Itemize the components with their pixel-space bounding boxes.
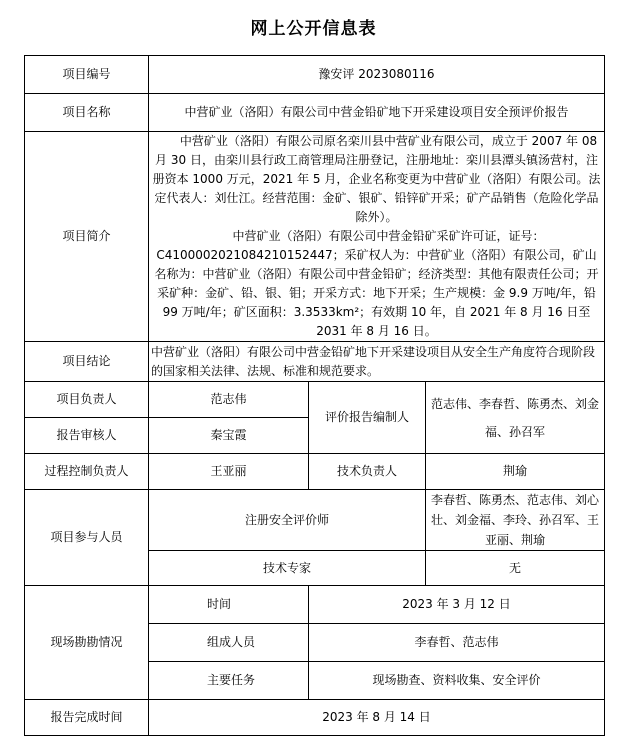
tech-expert-value: 无 — [426, 551, 605, 586]
project-conclusion-value: 中营矿业（洛阳）有限公司中营金铅矿地下开采建设项目从安全生产角度符合现阶段的国家相关法律、法规、标准和规范要求。 — [149, 342, 605, 382]
project-no-value: 豫安评 2023080116 — [149, 56, 605, 94]
row-project-conclusion — [25, 342, 605, 382]
site-members-label: 组成人员 — [149, 624, 309, 662]
participants-label: 项目参与人员 — [25, 490, 149, 586]
report-reviewer-value: 秦宝霞 — [149, 418, 309, 454]
info-table — [24, 55, 605, 736]
row-participants-registered — [25, 490, 605, 551]
process-control-value: 王亚丽 — [149, 454, 309, 490]
row-process-control — [25, 454, 605, 490]
project-intro-label: 项目简介 — [25, 132, 149, 342]
report-reviewer-label: 报告审核人 — [25, 418, 149, 454]
site-time-value: 2023 年 3 月 12 日 — [309, 586, 605, 624]
row-project-no — [25, 56, 605, 94]
tech-expert-label: 技术专家 — [149, 551, 426, 586]
row-project-leader — [25, 382, 605, 418]
process-control-label: 过程控制负责人 — [25, 454, 149, 490]
registered-evaluator-label: 注册安全评价师 — [149, 490, 426, 551]
project-intro-text — [149, 132, 605, 342]
report-compilers-value: 范志伟、李春哲、陈勇杰、刘金福、孙召军 — [426, 382, 605, 454]
project-leader-label: 项目负责人 — [25, 382, 149, 418]
tech-lead-label: 技术负责人 — [309, 454, 426, 490]
site-tasks-label: 主要任务 — [149, 662, 309, 700]
project-conclusion-label: 项目结论 — [25, 342, 149, 382]
report-compilers-label: 评价报告编制人 — [309, 382, 426, 454]
project-no-label: 项目编号 — [25, 56, 149, 94]
project-name-label: 项目名称 — [25, 94, 149, 132]
site-members-value: 李春哲、范志伟 — [309, 624, 605, 662]
tech-lead-value: 荆瑜 — [426, 454, 605, 490]
row-project-name — [25, 94, 605, 132]
page-title: 网上公开信息表 — [250, 19, 377, 39]
completion-label: 报告完成时间 — [25, 700, 149, 736]
completion-value: 2023 年 8 月 14 日 — [149, 700, 605, 736]
registered-evaluator-value: 李春哲、陈勇杰、范志伟、刘心壮、刘金福、李玲、孙召军、王亚丽、荆瑜 — [426, 490, 605, 551]
project-intro-paragraph-1: 中营矿业（洛阳）有限公司原名栾川县中营矿业有限公司，成立于 2007 年 08 月 30 日，由栾川县行政工商管理局注册登记，注册地址：栾川县潭头镇汤营村，注册资本 1000 万元，2021 年 5 月，企业名称变更为中营矿业（洛阳）有限公司。法定代表人：刘仕江。经营范围：金矿、银矿、铅锌矿开采；矿产品销售（危险化学品除外）。 — [152, 134, 601, 224]
project-leader-value: 范志伟 — [149, 382, 309, 418]
project-intro-paragraph-2: 中营矿业（洛阳）有限公司中营金铅矿采矿许可证，证号：C4100002021084210152447；采矿权人为：中营矿业（洛阳）有限公司，矿山名称为：中营矿业（洛阳）有限公司中营金铅矿；经济类型：其他有限责任公司；开采矿种：金矿、铅、银、钼；开采方式：地下开采；生产规模：金 9.9 万吨/年，铅 99 万吨/年；矿区面积：3.3533km²；有效期 10 年，自 2021 年 8 月 16 日至 2031 年 8 月 16 日。 — [154, 229, 599, 338]
site-survey-label: 现场勘勘情况 — [25, 586, 149, 700]
row-site-time — [25, 586, 605, 624]
site-tasks-value: 现场勘查、资料收集、安全评价 — [309, 662, 605, 700]
row-project-intro — [25, 132, 605, 342]
project-name-value: 中营矿业（洛阳）有限公司中营金铅矿地下开采建设项目安全预评价报告 — [149, 94, 605, 132]
site-time-label: 时间 — [149, 586, 309, 624]
row-completion — [25, 700, 605, 736]
